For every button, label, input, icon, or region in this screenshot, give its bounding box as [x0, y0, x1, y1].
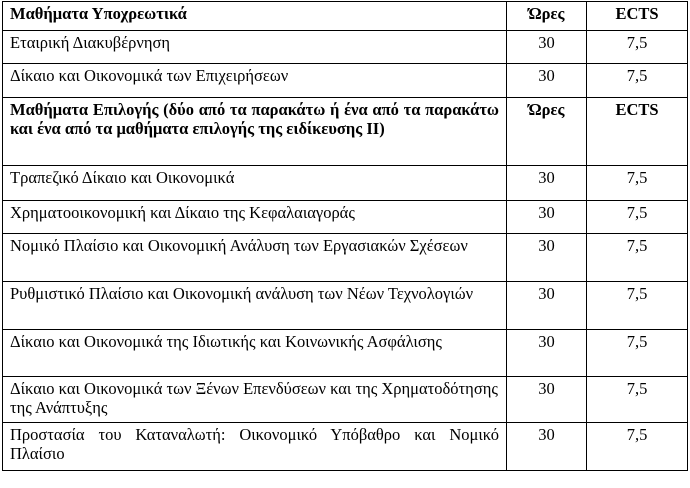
- courses-table: [2, 1, 688, 471]
- course-hours: 30: [507, 282, 587, 330]
- header-title: Μαθήματα Υποχρεωτικά: [3, 2, 507, 31]
- table-row: [3, 282, 688, 330]
- course-hours: 30: [507, 166, 587, 201]
- course-name: Δίκαιο και Οικονομικά των Επιχειρήσεων: [3, 64, 507, 98]
- header-row-mandatory: [3, 2, 688, 31]
- course-name: Τραπεζικό Δίκαιο και Οικονομικά: [3, 166, 507, 201]
- course-hours: 30: [507, 234, 587, 282]
- table-row: [3, 31, 688, 64]
- course-name: Χρηματοοικονομική και Δίκαιο της Κεφαλαιαγοράς: [3, 201, 507, 234]
- header-ects: ECTS: [587, 2, 688, 31]
- course-ects: 7,5: [587, 377, 688, 423]
- course-name: Δίκαιο και Οικονομικά της Ιδιωτικής και Κοινωνικής Ασφάλισης: [3, 330, 507, 377]
- header-hours: Ώρες: [507, 2, 587, 31]
- course-name: Εταιρική Διακυβέρνηση: [3, 31, 507, 64]
- course-hours: 30: [507, 377, 587, 423]
- course-ects: 7,5: [587, 201, 688, 234]
- table-row: [3, 423, 688, 471]
- table-row: [3, 166, 688, 201]
- header-title: Μαθήματα Επιλογής (δύο από τα παρακάτω ή ένα από τα παρακάτω και ένα από τα μαθήματα επιλογής της ειδίκευσης ΙΙ): [3, 98, 507, 166]
- course-ects: 7,5: [587, 330, 688, 377]
- course-hours: 30: [507, 201, 587, 234]
- table-row: [3, 64, 688, 98]
- header-ects: ECTS: [587, 98, 688, 166]
- header-row-elective: [3, 98, 688, 166]
- course-ects: 7,5: [587, 64, 688, 98]
- table-row: [3, 201, 688, 234]
- course-name: Νομικό Πλαίσιο και Οικονομική Ανάλυση των Εργασιακών Σχέσεων: [3, 234, 507, 282]
- course-hours: 30: [507, 64, 587, 98]
- course-ects: 7,5: [587, 31, 688, 64]
- course-hours: 30: [507, 423, 587, 471]
- course-ects: 7,5: [587, 423, 688, 471]
- course-hours: 30: [507, 31, 587, 64]
- table-row: [3, 377, 688, 423]
- table-row: [3, 234, 688, 282]
- course-ects: 7,5: [587, 166, 688, 201]
- header-hours: Ώρες: [507, 98, 587, 166]
- course-ects: 7,5: [587, 234, 688, 282]
- table-row: [3, 330, 688, 377]
- course-ects: 7,5: [587, 282, 688, 330]
- course-name: Ρυθμιστικό Πλαίσιο και Οικονομική ανάλυση των Νέων Τεχνολογιών: [3, 282, 507, 330]
- course-name: Προστασία του Καταναλωτή: Οικονομικό Υπόβαθρο και Νομικό Πλαίσιο: [3, 423, 507, 471]
- course-hours: 30: [507, 330, 587, 377]
- course-name: Δίκαιο και Οικονομικά των Ξένων Επενδύσεων και της Χρηματοδότησης της Ανάπτυξης: [3, 377, 507, 423]
